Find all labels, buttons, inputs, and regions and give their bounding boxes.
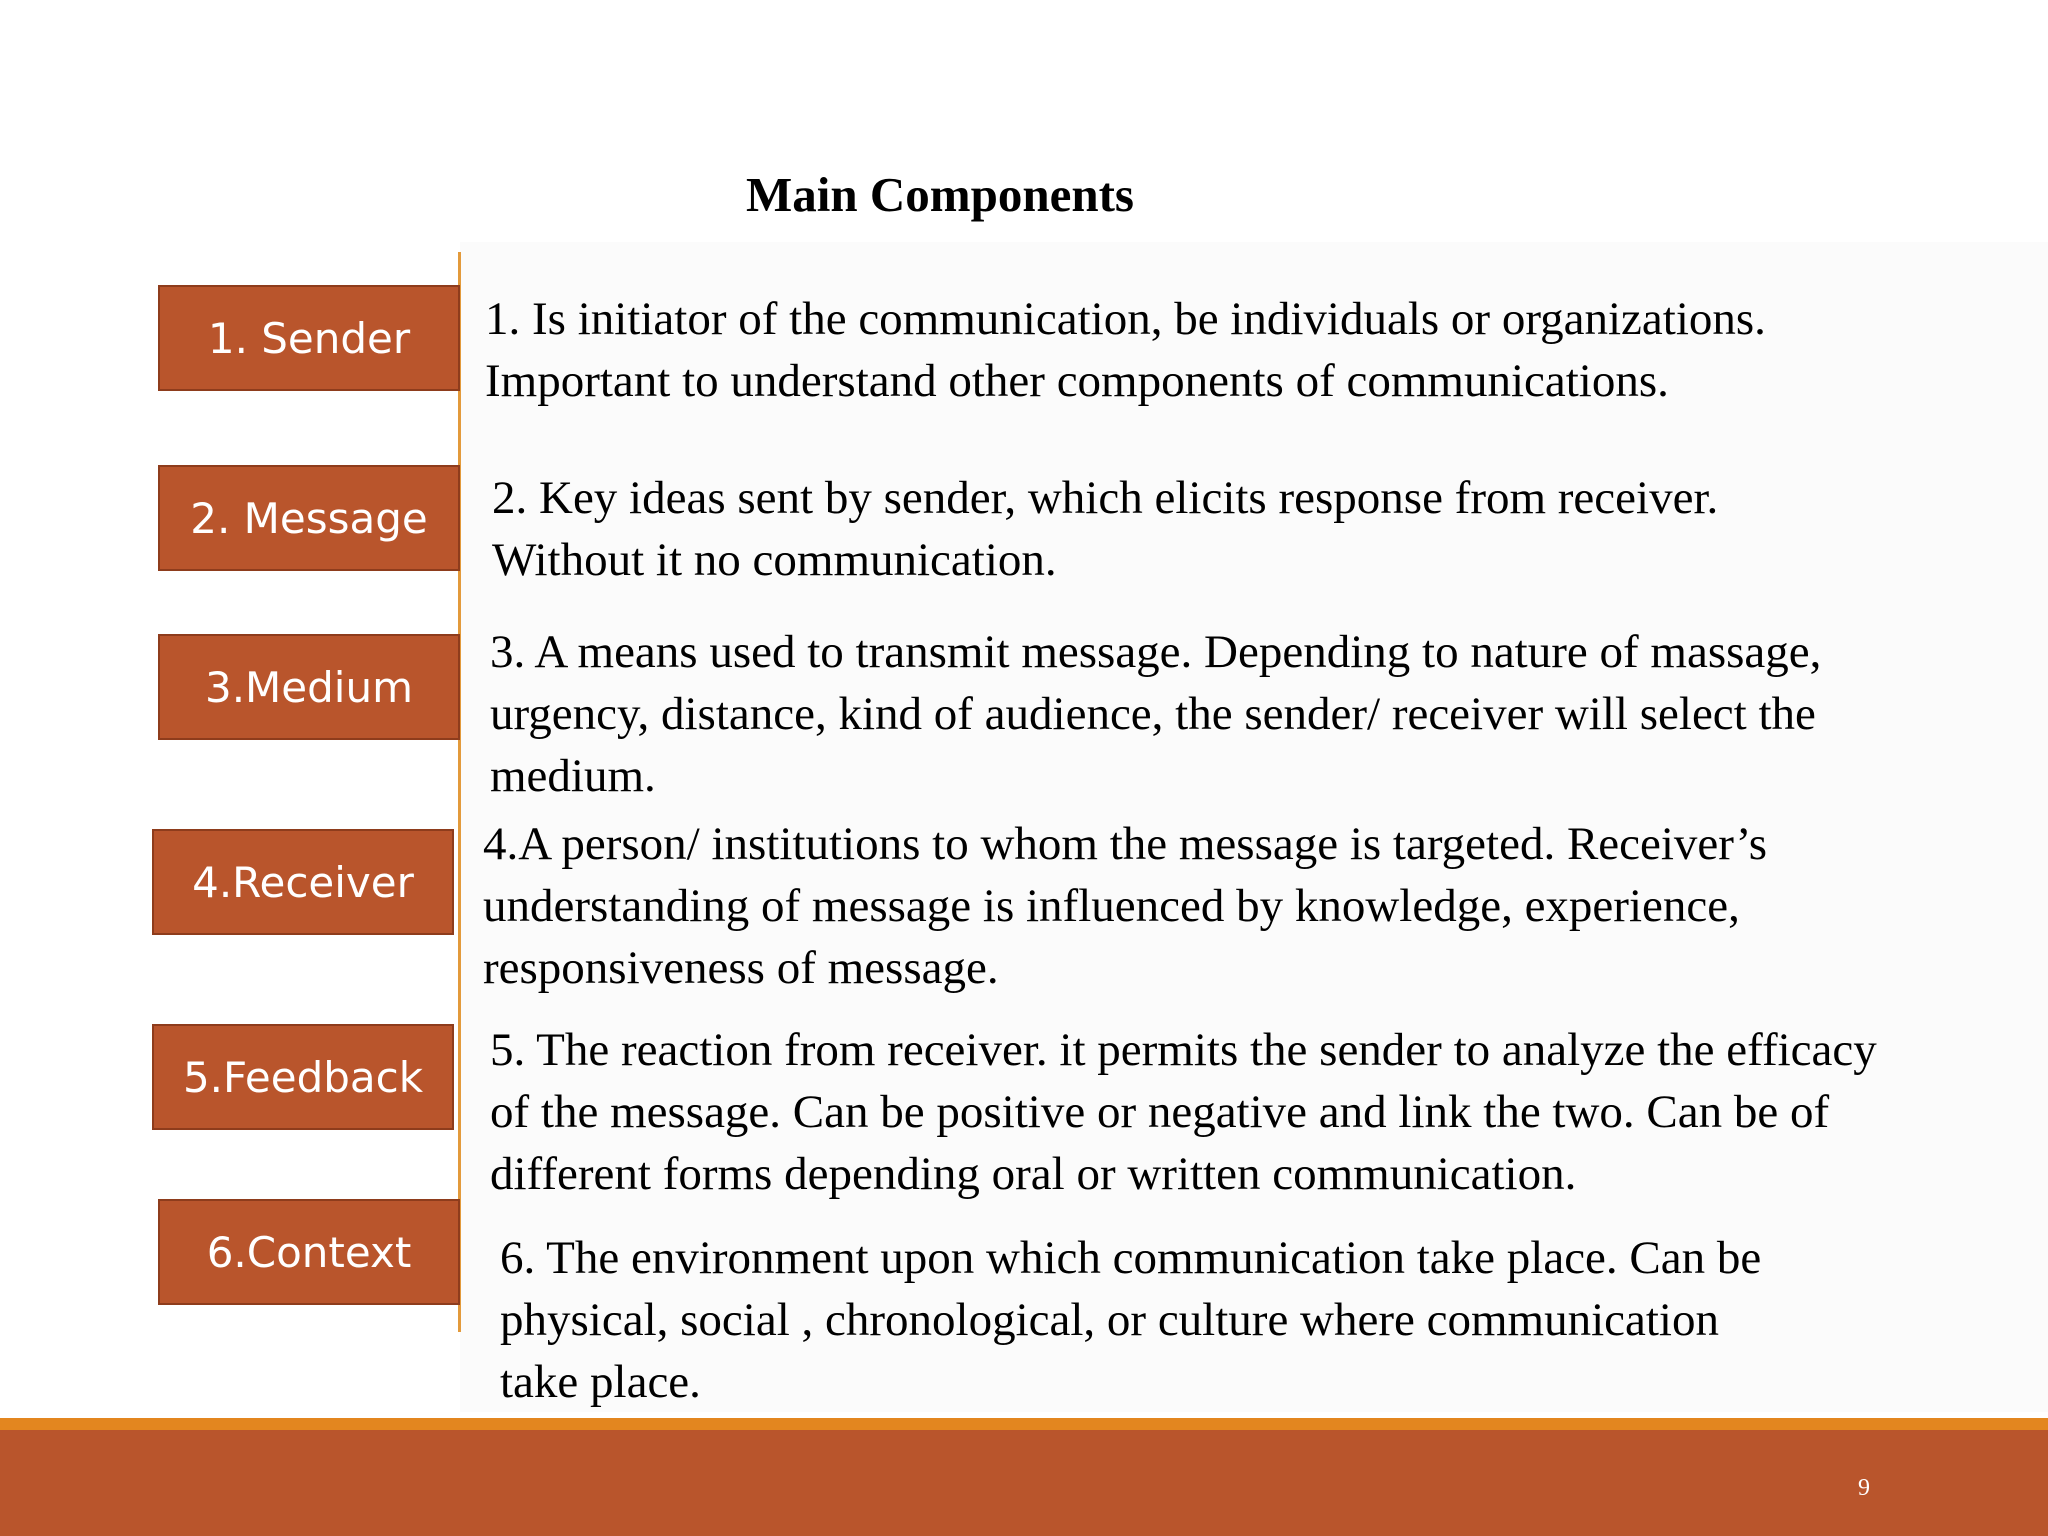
slide-title: Main Components <box>746 167 1134 222</box>
desc-line: 6. The environment upon which communication take place. Can be <box>500 1232 1762 1284</box>
desc-line: physical, social , chronological, or culture where communication <box>500 1294 1719 1346</box>
component-desc-sender <box>485 288 1766 412</box>
component-desc-message <box>492 467 1718 591</box>
component-box-context: 6.Context <box>158 1199 460 1305</box>
component-desc-medium <box>490 621 1821 807</box>
desc-line: 1. Is initiator of the communication, be individuals or organizations. <box>485 293 1766 345</box>
component-desc-context <box>500 1227 1761 1413</box>
desc-line: different forms depending oral or written communication. <box>490 1148 1577 1200</box>
desc-line: urgency, distance, kind of audience, the sender/ receiver will select the <box>490 688 1816 740</box>
component-desc-receiver <box>483 813 1767 999</box>
component-box-feedback: 5.Feedback <box>152 1024 454 1130</box>
desc-line: understanding of message is influenced by knowledge, experience, <box>483 880 1740 932</box>
desc-line: medium. <box>490 750 656 802</box>
component-desc-feedback <box>490 1019 1877 1205</box>
component-box-sender: 1. Sender <box>158 285 460 391</box>
footer-bar <box>0 1430 2048 1536</box>
desc-line: responsiveness of message. <box>483 942 999 994</box>
divider-line <box>458 252 461 1332</box>
desc-line: 2. Key ideas sent by sender, which elicits response from receiver. <box>492 472 1719 524</box>
desc-line: 3. A means used to transmit message. Depending to nature of massage, <box>490 626 1822 678</box>
desc-line: take place. <box>500 1356 701 1408</box>
desc-line: Important to understand other components of communications. <box>485 355 1669 407</box>
desc-line: 5. The reaction from receiver. it permits the sender to analyze the efficacy <box>490 1024 1877 1076</box>
desc-line: of the message. Can be positive or negative and link the two. Can be of <box>490 1086 1830 1138</box>
component-box-message: 2. Message <box>158 465 460 571</box>
desc-line: 4.A person/ institutions to whom the message is targeted. Receiver’s <box>483 818 1768 870</box>
component-box-medium: 3.Medium <box>158 634 460 740</box>
component-box-receiver: 4.Receiver <box>152 829 454 935</box>
desc-line: Without it no communication. <box>492 534 1057 586</box>
footer-stripe <box>0 1418 2048 1430</box>
page-number: 9 <box>1858 1475 1870 1501</box>
